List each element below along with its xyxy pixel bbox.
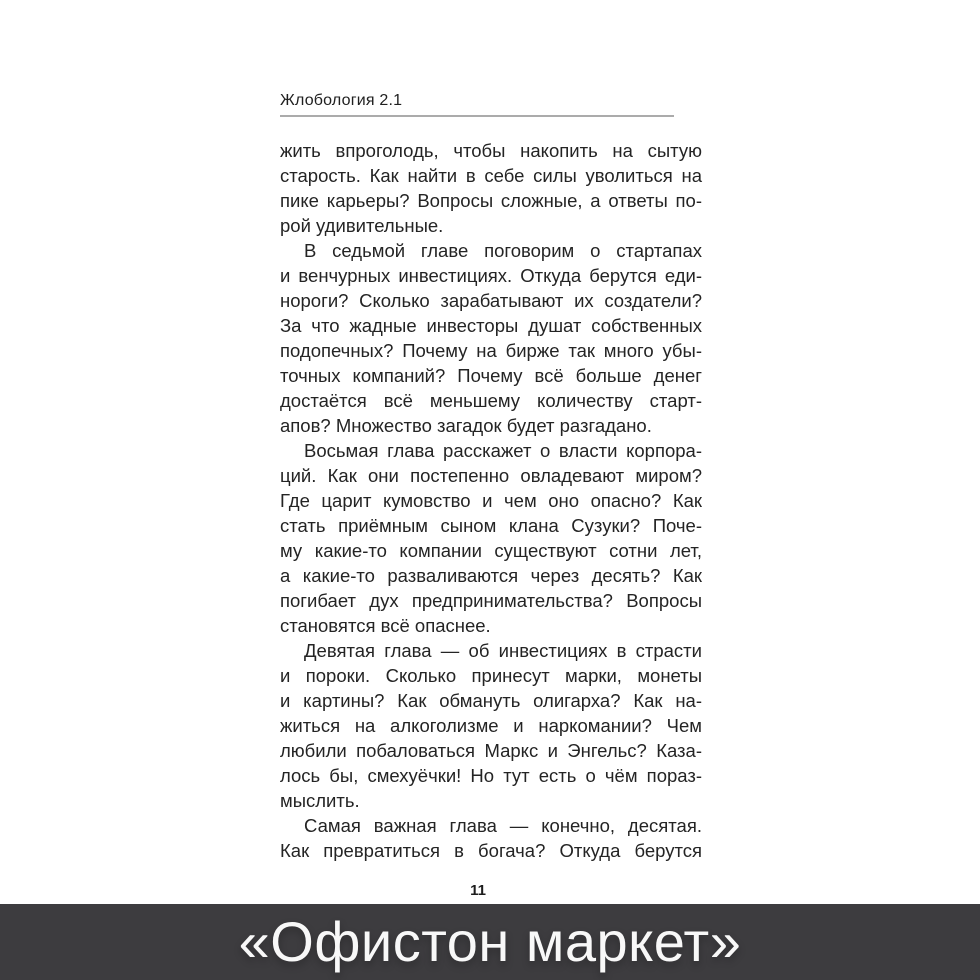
text-line: любили побаловаться Маркс и Энгельс? Каза- (280, 740, 702, 761)
text-line: пике карьеры? Вопросы сложные, а ответы по- (280, 190, 702, 211)
text-line: мыслить. (280, 790, 360, 811)
running-title: Жлобология 2.1 (280, 92, 403, 109)
text-line: становятся всё опаснее. (280, 615, 491, 636)
watermark-bar (0, 904, 980, 980)
title-divider (280, 115, 674, 117)
text-line: апов? Множество загадок будет разгадано. (280, 415, 652, 436)
text-line: а какие-то разваливаются через десять? Как (280, 565, 702, 586)
text-line: Где царит кумовство и чем оно опасно? Как (280, 490, 702, 511)
text-line: старость. Как найти в себе силы уволиться на (280, 165, 702, 186)
text-line: му какие-то компании существуют сотни лет, (280, 540, 702, 561)
page-number: 11 (470, 882, 486, 899)
text-line: точных компаний? Почему всё больше денег (280, 365, 702, 386)
text-line: нороги? Сколько зарабатывают их создатели? (280, 290, 702, 311)
text-block (280, 138, 702, 863)
text-line: и пороки. Сколько принесут марки, монеты (280, 665, 702, 686)
text-line: Как превратиться в богача? Откуда берутся (280, 840, 702, 861)
text-line: жить впроголодь, чтобы накопить на сытую (280, 140, 702, 161)
text-line: погибает дух предпринимательства? Вопросы (280, 590, 702, 611)
text-line: За что жадные инвесторы душат собственных (280, 315, 702, 336)
text-line: житься на алкоголизме и наркомании? Чем (280, 715, 702, 736)
text-line: Восьмая глава расскажет о власти корпора- (304, 440, 702, 461)
text-line: В седьмой главе поговорим о стартапах (304, 240, 702, 261)
watermark-text: «Офистон маркет» (238, 910, 742, 973)
text-line: Девятая глава — об инвестициях в страсти (304, 640, 702, 661)
text-line: подопечных? Почему на бирже так много убы- (280, 340, 702, 361)
text-line: ций. Как они постепенно овладевают миром? (280, 465, 702, 486)
text-line: достаётся всё меньшему количеству старт- (280, 390, 702, 411)
text-line: Самая важная глава — конечно, десятая. (304, 815, 702, 836)
text-line: и картины? Как обмануть олигарха? Как на- (280, 690, 702, 711)
text-line: и венчурных инвестициях. Откуда берутся еди- (280, 265, 702, 286)
text-line: стать приёмным сыном клана Сузуки? Поче- (280, 515, 702, 536)
text-line: рой удивительные. (280, 215, 444, 236)
text-line: лось бы, смехуёчки! Но тут есть о чём пораз- (280, 765, 702, 786)
